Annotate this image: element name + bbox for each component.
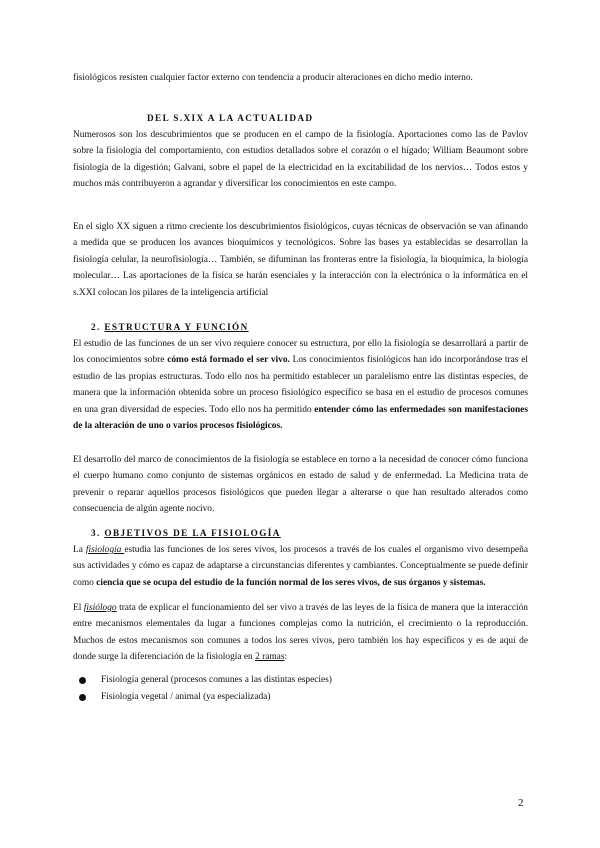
list-item-text: Fisiología general (procesos comunes a las distintas especies)	[101, 675, 332, 685]
bullet-icon	[79, 677, 86, 684]
section-3-p1-bold: ciencia que se ocupa del estudio de la función normal de los seres vivos, de sus órganos y sistemas.	[96, 577, 486, 588]
section-xix-paragraph-1: Numerosos son los descubrimientos que se producen en el campo de la fisiología. Aportaciones como las de Pavlov sobre la fisiología del comportamiento, con estudios detallados sobre el corazón o el hígado; William Beaumont sobre fisiología de la digestión; Galvani, sobre el papel de la electricidad en la excitabilidad de los nervios… Todos estos y muchos más contribuyeron a agrandar y diversificar los conocimientos en este campo.	[73, 130, 528, 190]
page-number: 2	[518, 797, 524, 809]
section-2-title: ESTRUCTURA Y FUNCIÓN	[104, 322, 249, 332]
section-2-heading	[91, 320, 249, 334]
section-3-heading	[91, 526, 281, 540]
section-2-p1-bold-a: cómo está formado el ser vivo.	[167, 355, 290, 366]
list-item-text: Fisiología vegetal / animal (ya especializada)	[101, 692, 271, 702]
section-3-p2-colon: :	[284, 652, 288, 663]
section-xix-heading-text: DEL S.XIX A LA ACTUALIDAD	[147, 113, 314, 123]
section-2-p1-text-a: El estudio de las funciones de un ser vivo requiere conocer su estructura, por ello la fisiología se desarrollará a partir de los conocimientos sobre	[73, 339, 528, 366]
section-3-p2-ramas: 2 ramas	[255, 652, 285, 663]
section-3-p1-term: fisiología	[85, 545, 125, 555]
section-2-number: 2.	[91, 322, 101, 332]
section-xix-heading	[147, 111, 313, 125]
list-item	[79, 689, 332, 706]
branches-list	[79, 672, 332, 706]
section-xix-paragraph-2: En el siglo XX siguen a ritmo creciente los descubrimientos fisiológicos, cuyas técnicas de observación se van afinando a medida que se producen los avances bioquímicos y tecnológicos. Sobre las bases ya establecidas se desarrollan la fisiología celular, la neurofisiología… También, se difuminan las fronteras entre la fisiología, la bioquímica, la biología molecular… Las aportaciones de la física se harán esenciales y la interacción con la electrónica o la informática en el s.XXI colocan los pilares de la inteligencia artificial	[73, 222, 528, 298]
section-3-p1-text-b: estudia las funciones de los seres vivos, los procesos a través de los cuales el organismo vivo desempeña sus actividades y cómo es capaz de adaptarse a circunstancias diferentes y cambiantes. Conceptualmente se puede definir como	[73, 545, 529, 588]
section-2-paragraph-2: El desarrollo del marco de conocimientos de la fisiología se establece en torno a la necesidad de conocer cómo funciona el cuerpo humano como conjunto de sistemas orgánicos en estado de salud y de enfermedad. La Medicina trata de prevenir o reparar aquellos procesos fisiológicos que pueden llegar a alterarse o que han resultado alterados como consecuencia de algún agente nocivo.	[73, 455, 528, 515]
section-3-title: OBJETIVOS DE LA FISIOLOGÍA	[104, 528, 281, 538]
section-3-p2-text-a: El	[73, 603, 84, 613]
section-3-paragraph-2	[73, 600, 528, 666]
section-3-p2-term: fisiólogo	[83, 603, 117, 613]
section-3-p2-text-b: trata de explicar el funcionamiento del ser vivo a través de las leyes de la física de manera que la interacción entre mecanismos elementales da lugar a funciones complejas como la nutrición, el crecimiento o la reproducción. Muchos de estos mecanismos son comunes a todos los seres vivos, pero también los hay específicos y es de aquí de donde surge la diferenciación de la fisiología en	[73, 603, 528, 663]
section-2-p1-bold-b: entender cómo las enfermedades son manifestaciones de la alteración de uno o varios procesos fisiológicos.	[73, 404, 528, 432]
list-item	[79, 672, 332, 689]
section-3-paragraph-1	[73, 542, 528, 591]
section-3-p1-text-a: La	[73, 545, 86, 555]
intro-paragraph: fisiológicos resisten cualquier factor externo con tendencia a producir alteraciones en dicho medio interno.	[73, 73, 473, 83]
bullet-icon	[79, 694, 86, 701]
section-2-paragraph-1	[73, 336, 528, 434]
section-3-number: 3.	[91, 528, 101, 538]
section-2-p1-text-b: Los conocimientos fisiológicos han ido incorporándose tras el estudio de las propias estructuras. Todo ello nos ha permitido establecer un paralelismo entre las distintas especies, de manera que la información obtenida sobre un proceso fisiológico específico se basa en el estudio de procesos comunes en una gran diversidad de especies. Todo ello nos ha permitido	[73, 355, 528, 415]
